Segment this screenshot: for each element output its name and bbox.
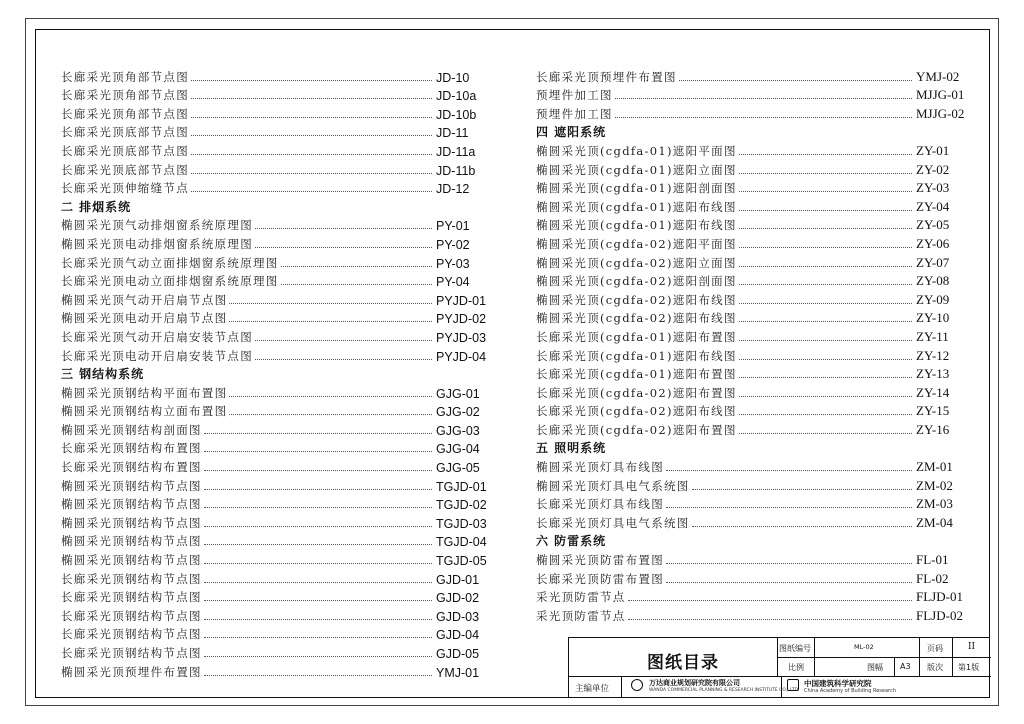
section-title: 三 钢结构系统 bbox=[61, 367, 145, 382]
drawing-code: ZY-05 bbox=[916, 217, 950, 233]
drawing-code: ZY-09 bbox=[916, 291, 950, 307]
drawing-list-item bbox=[536, 456, 968, 475]
drawing-code: MJJG-02 bbox=[916, 105, 965, 121]
drawing-code: JD-10 bbox=[436, 70, 470, 85]
dot-leader bbox=[739, 396, 912, 397]
drawing-name: 长廊采光顶灯具电气系统图 bbox=[536, 515, 690, 530]
drawing-name: 长廊采光顶底部节点图 bbox=[61, 162, 189, 177]
drawing-list-item bbox=[61, 122, 486, 141]
drawing-code: YMJ-02 bbox=[916, 68, 960, 84]
drawing-list-item bbox=[536, 215, 968, 234]
drawing-list-item bbox=[536, 605, 968, 624]
dot-leader bbox=[739, 247, 912, 248]
dot-leader bbox=[739, 284, 912, 285]
dot-leader bbox=[191, 135, 432, 136]
dot-leader bbox=[739, 359, 912, 360]
drawing-list-item bbox=[536, 178, 968, 197]
drawing-code: PY-01 bbox=[436, 219, 470, 234]
dot-leader bbox=[204, 526, 432, 527]
sheet-size-value: A3 bbox=[900, 662, 911, 671]
drawing-name: 长廊采光顶底部节点图 bbox=[61, 143, 189, 158]
drawing-list-item bbox=[536, 196, 968, 215]
section-heading bbox=[536, 531, 968, 550]
divider bbox=[569, 676, 991, 677]
cabr-logo-icon bbox=[787, 679, 799, 691]
drawing-name: 椭圆采光顶钢结构节点图 bbox=[61, 478, 202, 493]
drawing-list-item bbox=[536, 364, 968, 383]
drawing-list-item bbox=[61, 140, 486, 159]
drawing-list-item bbox=[61, 289, 486, 308]
section-title: 六 防雷系统 bbox=[536, 534, 607, 549]
drawing-list-item bbox=[61, 178, 486, 197]
dot-leader bbox=[229, 303, 432, 304]
drawing-code: JD-11a bbox=[436, 144, 476, 159]
drawing-code: ZY-03 bbox=[916, 180, 950, 196]
drawing-name: 椭圆采光顶钢结构节点图 bbox=[61, 497, 202, 512]
dot-leader bbox=[229, 396, 432, 397]
edition-value: 第1版 bbox=[958, 663, 980, 672]
drawing-code: FL-01 bbox=[916, 552, 949, 568]
drawing-name: 椭圆采光顶(cgdfa-01)遮阳布线图 bbox=[536, 218, 737, 233]
dot-leader bbox=[204, 544, 432, 545]
wanda-logo-icon bbox=[631, 679, 643, 691]
drawing-code: ZY-07 bbox=[916, 254, 950, 270]
dot-leader bbox=[692, 526, 912, 527]
drawing-name: 长廊采光顶钢结构节点图 bbox=[61, 627, 202, 642]
drawing-list-item bbox=[61, 233, 486, 252]
drawing-name: 椭圆采光顶(cgdfa-02)遮阳剖面图 bbox=[536, 274, 737, 289]
drawing-code: JD-12 bbox=[436, 182, 470, 197]
drawing-list-item bbox=[61, 326, 486, 345]
drawing-code: FL-02 bbox=[916, 570, 949, 586]
drawing-code: TGJD-05 bbox=[436, 554, 487, 569]
drawing-code: JD-10b bbox=[436, 107, 477, 122]
drawing-name: 椭圆采光顶气动开启扇节点图 bbox=[61, 292, 228, 307]
divider bbox=[777, 657, 991, 658]
drawing-list-item bbox=[536, 85, 968, 104]
drawing-code: ZM-01 bbox=[916, 459, 953, 475]
drawing-list-item bbox=[61, 345, 486, 364]
drawing-name: 长廊采光顶预埋件布置图 bbox=[536, 69, 677, 84]
drawing-name: 椭圆采光顶(cgdfa-01)遮阳布线图 bbox=[536, 199, 737, 214]
drawing-code: PYJD-04 bbox=[436, 349, 487, 364]
drawing-list-item bbox=[536, 308, 968, 327]
drawing-code: ZY-10 bbox=[916, 310, 950, 326]
drawing-name: 预埋件加工图 bbox=[536, 106, 613, 121]
dot-leader bbox=[191, 191, 432, 192]
section-heading bbox=[536, 438, 968, 457]
drawing-name: 预埋件加工图 bbox=[536, 88, 613, 103]
drawing-list-item bbox=[61, 252, 486, 271]
dot-leader bbox=[739, 340, 912, 341]
sheet-title: 图纸目录 bbox=[647, 653, 719, 673]
drawing-code: GJD-05 bbox=[436, 647, 480, 661]
dot-leader bbox=[739, 191, 912, 192]
section-title: 二 排烟系统 bbox=[61, 199, 132, 214]
drawing-list-item bbox=[61, 549, 486, 568]
dot-leader bbox=[255, 247, 432, 248]
drawing-list-item bbox=[536, 66, 968, 85]
dot-leader bbox=[255, 228, 432, 229]
drawing-list-item bbox=[61, 308, 486, 327]
dot-leader bbox=[204, 563, 432, 564]
drawing-name: 长廊采光顶气动立面排烟窗系统原理图 bbox=[61, 255, 279, 270]
drawing-code: PY-02 bbox=[436, 237, 470, 252]
drawing-name: 椭圆采光顶钢结构平面布置图 bbox=[61, 385, 228, 400]
drawing-list-item bbox=[61, 85, 486, 104]
drawing-name: 椭圆采光顶电动排烟窗系统原理图 bbox=[61, 236, 253, 251]
drawing-code: ZM-04 bbox=[916, 514, 953, 530]
drawing-list-item bbox=[61, 605, 486, 624]
dot-leader bbox=[666, 563, 912, 564]
dot-leader bbox=[739, 228, 912, 229]
drawing-code: JD-11 bbox=[436, 126, 469, 141]
dot-leader bbox=[204, 675, 432, 676]
drawing-code: GJG-03 bbox=[436, 423, 480, 438]
dot-leader bbox=[204, 470, 432, 471]
dot-leader bbox=[204, 582, 432, 583]
drawing-name: 长廊采光顶灯具布线图 bbox=[536, 497, 664, 512]
drawing-list-item bbox=[536, 419, 968, 438]
title-block bbox=[568, 637, 990, 697]
drawing-code: ZY-06 bbox=[916, 235, 950, 251]
drawing-name: 长廊采光顶角部节点图 bbox=[61, 69, 189, 84]
drawing-name: 采光顶防雷节点 bbox=[536, 608, 626, 623]
drawing-list-item bbox=[61, 66, 486, 85]
drawing-list-item bbox=[536, 549, 968, 568]
drawing-list-item bbox=[61, 642, 486, 661]
drawing-name: 长廊采光顶钢结构节点图 bbox=[61, 608, 202, 623]
drawing-list-item bbox=[61, 159, 486, 178]
dot-leader bbox=[204, 637, 432, 638]
drawing-list-item bbox=[61, 624, 486, 643]
dot-leader bbox=[191, 173, 432, 174]
dot-leader bbox=[229, 414, 432, 415]
drawing-name: 椭圆采光顶(cgdfa-02)遮阳立面图 bbox=[536, 255, 737, 270]
drawing-list-item bbox=[61, 512, 486, 531]
drawing-list-item bbox=[61, 475, 486, 494]
org2-english: China Academy of Building Research bbox=[804, 688, 896, 694]
drawing-code: GJD-02 bbox=[436, 591, 480, 606]
drawing-list-item bbox=[536, 382, 968, 401]
section-heading bbox=[536, 122, 968, 141]
scale-label: 比例 bbox=[788, 663, 804, 672]
dot-leader bbox=[255, 359, 432, 360]
drawing-name: 椭圆采光顶(cgdfa-01)遮阳剖面图 bbox=[536, 181, 737, 196]
divider bbox=[781, 676, 782, 698]
drawing-list-item bbox=[61, 401, 486, 420]
drawing-list-item bbox=[536, 401, 968, 420]
drawing-code: TGJD-02 bbox=[436, 498, 487, 513]
drawing-list-item bbox=[536, 233, 968, 252]
drawing-name: 椭圆采光顶(cgdfa-02)遮阳布线图 bbox=[536, 311, 737, 326]
drawing-name: 长廊采光顶电动立面排烟窗系统原理图 bbox=[61, 274, 279, 289]
editor-label: 主编单位 bbox=[575, 684, 610, 694]
drawing-name: 椭圆采光顶钢结构节点图 bbox=[61, 534, 202, 549]
drawing-no-label: 图纸编号 bbox=[779, 644, 811, 653]
dot-leader bbox=[281, 284, 432, 285]
drawing-name: 长廊采光顶(cgdfa-01)遮阳布线图 bbox=[536, 348, 737, 363]
drawing-list-item bbox=[61, 103, 486, 122]
drawing-list-item bbox=[61, 568, 486, 587]
drawing-code: ZY-12 bbox=[916, 347, 950, 363]
drawing-name: 椭圆采光顶灯具电气系统图 bbox=[536, 478, 690, 493]
dot-leader bbox=[739, 321, 912, 322]
drawing-code: YMJ-01 bbox=[436, 665, 480, 680]
drawing-name: 长廊采光顶钢结构布置图 bbox=[61, 441, 202, 456]
drawing-code: PYJD-02 bbox=[436, 312, 487, 327]
drawing-code: JD-10a bbox=[436, 89, 477, 104]
drawing-list-item bbox=[536, 512, 968, 531]
drawing-code: FLJD-02 bbox=[916, 607, 963, 623]
drawing-no-value: ML-02 bbox=[854, 643, 874, 651]
drawing-code: GJG-01 bbox=[436, 386, 480, 401]
section-heading bbox=[61, 364, 486, 383]
drawing-list-item bbox=[61, 494, 486, 513]
drawing-name: 椭圆采光顶灯具布线图 bbox=[536, 460, 664, 475]
dot-leader bbox=[204, 507, 432, 508]
dot-leader bbox=[739, 266, 912, 267]
drawing-list-item bbox=[536, 568, 968, 587]
drawing-list-item bbox=[536, 289, 968, 308]
drawing-code: TGJD-04 bbox=[436, 535, 487, 550]
drawing-list-item bbox=[61, 661, 486, 680]
dot-leader bbox=[204, 619, 432, 620]
drawing-code: GJD-03 bbox=[436, 609, 480, 624]
drawing-list-item bbox=[61, 587, 486, 606]
dot-leader bbox=[666, 470, 912, 471]
drawing-code: GJD-04 bbox=[436, 628, 480, 643]
drawing-name: 椭圆采光顶防雷布置图 bbox=[536, 553, 664, 568]
drawing-code: PY-03 bbox=[436, 256, 470, 271]
drawing-name: 椭圆采光顶(cgdfa-02)遮阳平面图 bbox=[536, 236, 737, 251]
drawing-code: ZY-01 bbox=[916, 142, 950, 158]
dot-leader bbox=[739, 173, 912, 174]
section-title: 五 照明系统 bbox=[536, 441, 607, 456]
dot-leader bbox=[666, 582, 912, 583]
drawing-code: GJG-05 bbox=[436, 461, 480, 476]
drawing-name: 长廊采光顶(cgdfa-02)遮阳布置图 bbox=[536, 385, 737, 400]
dot-leader bbox=[739, 414, 912, 415]
dot-leader bbox=[679, 80, 912, 81]
sheet-size-label: 图幅 bbox=[867, 663, 883, 672]
drawing-list-item bbox=[61, 419, 486, 438]
drawing-code: GJG-02 bbox=[436, 405, 480, 420]
drawing-code: ZY-15 bbox=[916, 403, 950, 419]
org1-name: 万达商业规划研究院有限公司 bbox=[649, 679, 740, 687]
drawing-list-item bbox=[61, 456, 486, 475]
drawing-name: 长廊采光顶防雷布置图 bbox=[536, 571, 664, 586]
drawing-code: PYJD-03 bbox=[436, 330, 487, 345]
page-label: 页码 bbox=[927, 644, 943, 653]
dot-leader bbox=[191, 117, 432, 118]
drawing-name: 椭圆采光顶(cgdfa-01)遮阳平面图 bbox=[536, 143, 737, 158]
dot-leader bbox=[615, 98, 912, 99]
drawing-list-item bbox=[61, 271, 486, 290]
drawing-code: FLJD-01 bbox=[916, 589, 963, 605]
drawing-name: 长廊采光顶电动开启扇安装节点图 bbox=[61, 348, 253, 363]
drawing-code: ZY-02 bbox=[916, 161, 950, 177]
drawing-code: JD-11b bbox=[436, 163, 476, 178]
dot-leader bbox=[204, 600, 432, 601]
dot-leader bbox=[739, 154, 912, 155]
dot-leader bbox=[204, 656, 432, 657]
drawing-code: ZM-02 bbox=[916, 477, 953, 493]
drawing-code: PYJD-01 bbox=[436, 293, 487, 308]
drawing-name: 椭圆采光顶钢结构剖面图 bbox=[61, 422, 202, 437]
dot-leader bbox=[739, 433, 912, 434]
drawing-name: 长廊采光顶钢结构节点图 bbox=[61, 571, 202, 586]
page-value: II bbox=[968, 642, 976, 652]
dot-leader bbox=[615, 117, 912, 118]
drawing-name: 椭圆采光顶(cgdfa-02)遮阳布线图 bbox=[536, 292, 737, 307]
drawing-name: 采光顶防雷节点 bbox=[536, 590, 626, 605]
drawing-list-item bbox=[536, 140, 968, 159]
drawing-name: 长廊采光顶(cgdfa-01)遮阳布置图 bbox=[536, 367, 737, 382]
divider bbox=[621, 676, 622, 698]
drawing-code: ZY-16 bbox=[916, 421, 950, 437]
drawing-list-item bbox=[536, 252, 968, 271]
drawing-list-left bbox=[61, 66, 486, 680]
dot-leader bbox=[628, 619, 912, 620]
drawing-name: 椭圆采光顶(cgdfa-01)遮阳立面图 bbox=[536, 162, 737, 177]
drawing-name: 长廊采光顶钢结构节点图 bbox=[61, 590, 202, 605]
drawing-code: TGJD-03 bbox=[436, 516, 487, 531]
drawing-code: PY-04 bbox=[436, 275, 470, 290]
dot-leader bbox=[692, 489, 912, 490]
drawing-code: ZM-03 bbox=[916, 496, 953, 512]
drawing-name: 长廊采光顶钢结构节点图 bbox=[61, 646, 202, 660]
drawing-list-item bbox=[536, 271, 968, 290]
drawing-list-item bbox=[61, 382, 486, 401]
drawing-name: 长廊采光顶(cgdfa-02)遮阳布线图 bbox=[536, 404, 737, 419]
section-title: 四 遮阳系统 bbox=[536, 125, 607, 140]
drawing-list-item bbox=[536, 587, 968, 606]
drawing-list-item bbox=[61, 215, 486, 234]
dot-leader bbox=[229, 321, 432, 322]
drawing-name: 椭圆采光顶预埋件布置图 bbox=[61, 664, 202, 679]
drawing-code: ZY-11 bbox=[916, 328, 949, 344]
dot-leader bbox=[739, 210, 912, 211]
dot-leader bbox=[255, 340, 432, 341]
dot-leader bbox=[191, 154, 432, 155]
drawing-name: 长廊采光顶角部节点图 bbox=[61, 88, 189, 103]
dot-leader bbox=[739, 377, 912, 378]
drawing-name: 长廊采光顶伸缩缝节点 bbox=[61, 181, 189, 196]
dot-leader bbox=[628, 600, 912, 601]
dot-leader bbox=[739, 303, 912, 304]
drawing-name: 长廊采光顶钢结构布置图 bbox=[61, 460, 202, 475]
org1-english: WANDA COMMERCIAL PLANNING & RESEARCH INSTITUTE CO., LTD bbox=[649, 688, 799, 693]
drawing-name: 椭圆采光顶钢结构节点图 bbox=[61, 553, 202, 568]
dot-leader bbox=[204, 433, 432, 434]
drawing-list-item bbox=[536, 345, 968, 364]
drawing-list-item bbox=[536, 326, 968, 345]
drawing-code: TGJD-01 bbox=[436, 479, 487, 494]
dot-leader bbox=[281, 266, 432, 267]
drawing-code: ZY-13 bbox=[916, 366, 950, 382]
drawing-code: GJD-01 bbox=[436, 572, 480, 587]
section-heading bbox=[61, 196, 486, 215]
drawing-code: GJG-04 bbox=[436, 442, 480, 457]
drawing-code: MJJG-01 bbox=[916, 87, 965, 103]
dot-leader bbox=[191, 80, 432, 81]
drawing-name: 椭圆采光顶气动排烟窗系统原理图 bbox=[61, 218, 253, 233]
org2-name: 中国建筑科学研究院 bbox=[804, 679, 872, 688]
dot-leader bbox=[204, 451, 432, 452]
dot-leader bbox=[191, 98, 432, 99]
drawing-name: 长廊采光顶气动开启扇安装节点图 bbox=[61, 329, 253, 344]
drawing-code: ZY-04 bbox=[916, 198, 950, 214]
drawing-list-item bbox=[536, 494, 968, 513]
drawing-list-right bbox=[536, 66, 968, 624]
divider bbox=[894, 657, 895, 676]
dot-leader bbox=[666, 507, 912, 508]
drawing-name: 椭圆采光顶钢结构节点图 bbox=[61, 515, 202, 530]
drawing-name: 长廊采光顶(cgdfa-01)遮阳布置图 bbox=[536, 329, 737, 344]
drawing-list-item bbox=[536, 475, 968, 494]
drawing-name: 长廊采光顶底部节点图 bbox=[61, 125, 189, 140]
drawing-code: ZY-08 bbox=[916, 273, 950, 289]
drawing-list-item bbox=[536, 103, 968, 122]
drawing-name: 长廊采光顶角部节点图 bbox=[61, 106, 189, 121]
drawing-name: 椭圆采光顶钢结构立面布置图 bbox=[61, 404, 228, 419]
drawing-name: 长廊采光顶(cgdfa-02)遮阳布置图 bbox=[536, 422, 737, 437]
drawing-list-item bbox=[61, 531, 486, 550]
drawing-code: ZY-14 bbox=[916, 384, 950, 400]
edition-label: 版次 bbox=[927, 663, 943, 672]
drawing-name: 椭圆采光顶电动开启扇节点图 bbox=[61, 311, 228, 326]
drawing-list-item bbox=[536, 159, 968, 178]
dot-leader bbox=[204, 489, 432, 490]
drawing-list-item bbox=[61, 438, 486, 457]
